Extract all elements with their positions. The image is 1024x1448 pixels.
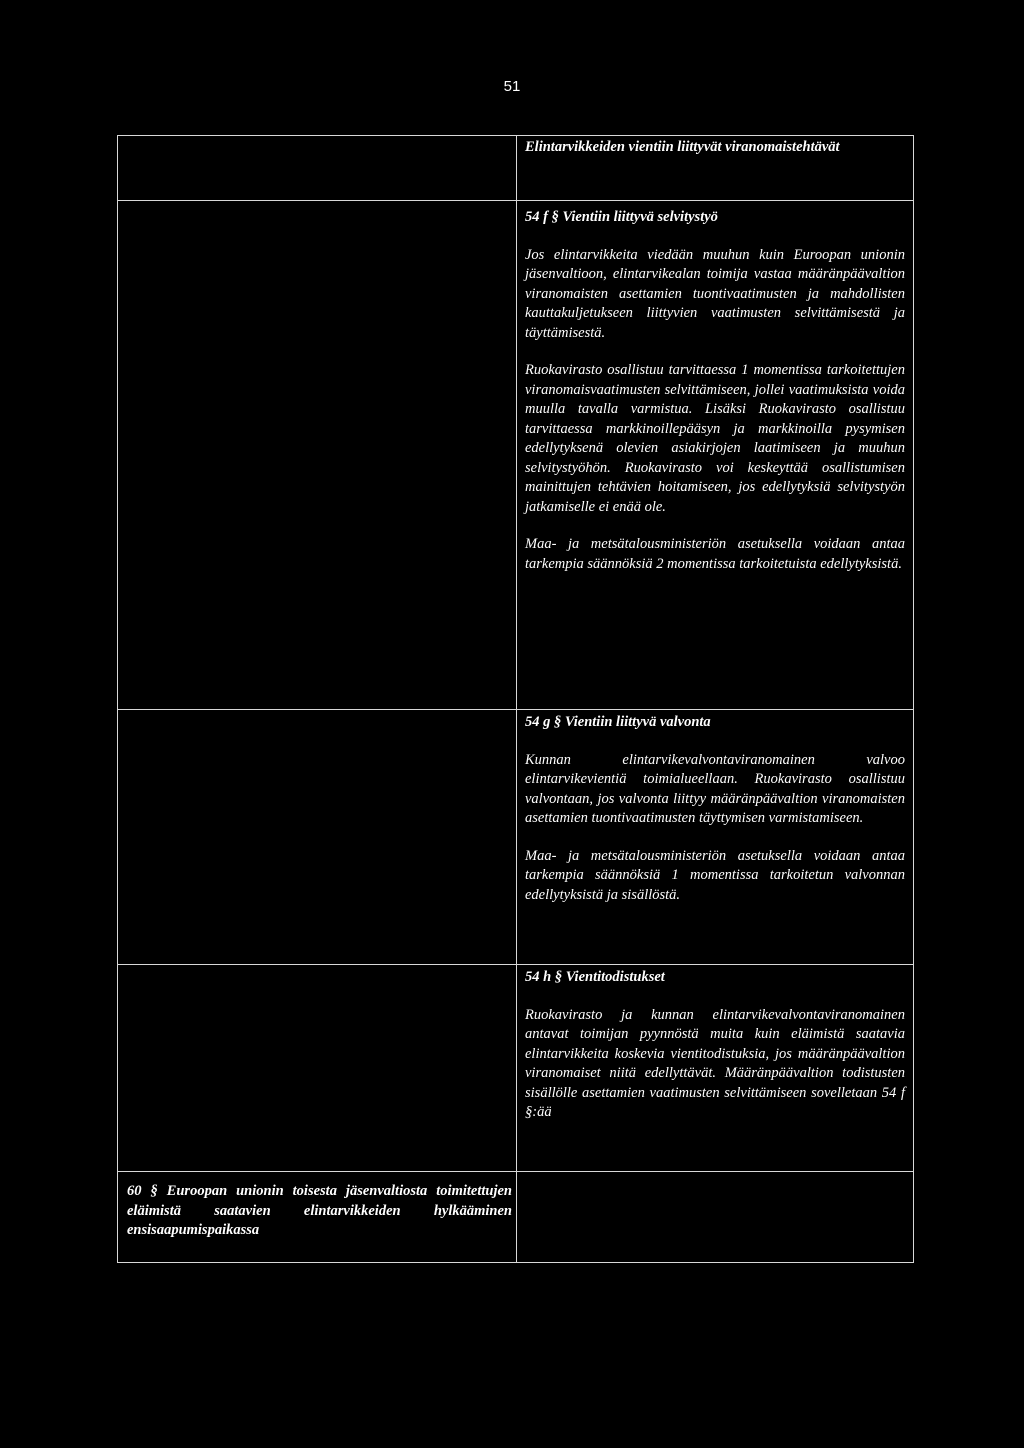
row-separator	[117, 709, 914, 710]
row-separator	[117, 200, 914, 201]
row-separator	[117, 964, 914, 965]
table-cell	[525, 968, 905, 1123]
section-heading: 54 f § Vientiin liittyvä selvitystyö	[525, 209, 718, 225]
table-cell	[525, 208, 905, 574]
comparison-table	[117, 135, 914, 1263]
table-cell	[525, 713, 905, 905]
paragraph: Kunnan elintarvikevalvontaviranomainen valvoo elintarvikevientiä toimialueellaan. Ruokavirasto osallistuu valvontaan, jos valvonta liittyy määränpäävaltion viranomaisten asettamien tuontivaatimusten täyttymisen varmistamiseen.	[525, 751, 905, 826]
table-cell	[525, 138, 905, 158]
table-column-divider	[516, 135, 517, 1263]
section-heading: 54 h § Vientitodistukset	[525, 969, 665, 985]
row-separator	[117, 1171, 914, 1172]
paragraph: Maa- ja metsätalousministeriön asetuksella voidaan antaa tarkempia säännöksiä 2 momentissa tarkoitetuista edellytyksistä.	[525, 536, 905, 572]
paragraph: Ruokavirasto ja kunnan elintarvikevalvontaviranomainen antavat toimijan pyynnöstä muita kuin eläimistä saatavia elintarvikkeita koskevia vientitodistuksia, jos määränpäävaltion viranomaiset niitä edellyttävät. Määränpäävaltion todistusten sisällölle asettamien vaatimusten selvittämiseen sovelletaan 54 f §:ää	[525, 1006, 905, 1120]
table-border-right	[913, 135, 914, 1263]
table-border-left	[117, 135, 118, 1263]
section-heading-left: 60 § Euroopan unionin toisesta jäsenvaltiosta toimitettujen eläimistä saatavien elintarvikkeiden hylkääminen ensisaapumispaikassa	[127, 1183, 512, 1238]
page-number: 51	[503, 78, 521, 95]
section-heading: 54 g § Vientiin liittyvä valvonta	[525, 714, 711, 730]
paragraph: Ruokavirasto osallistuu tarvittaessa 1 momentissa tarkoitettujen viranomaisvaatimusten selvittämiseen, jollei vaatimuksista voida muulla tavalla varmistua. Lisäksi Ruokavirasto osallistuu tarvittaessa markkinoillepääsyn ja markkinoilla pysymisen edellytyksenä olevien asiakirjojen laatimiseen ja muuhun selvitystyöhön. Ruokavirasto voi keskeyttää osallistumisen mainittujen tehtävien hoitamiseen, jos edellytyksiä selvitystyön jatkamiselle ei enää ole.	[525, 362, 905, 515]
section-heading: Elintarvikkeiden vientiin liittyvät viranomaistehtävät	[525, 139, 840, 155]
paragraph: Maa- ja metsätalousministeriön asetuksella voidaan antaa tarkempia säännöksiä 1 momentissa tarkoitetun valvonnan edellytyksistä ja sisällöstä.	[525, 847, 905, 903]
paragraph: Jos elintarvikkeita viedään muuhun kuin Euroopan unionin jäsenvaltioon, elintarvikealan toimija vastaa määränpäävaltion viranomaisten asettamien tuontivaatimusten ja mahdollisten kauttakuljetukseen liittyvien vaatimusten selvittämisestä ja täyttämisestä.	[525, 246, 905, 341]
